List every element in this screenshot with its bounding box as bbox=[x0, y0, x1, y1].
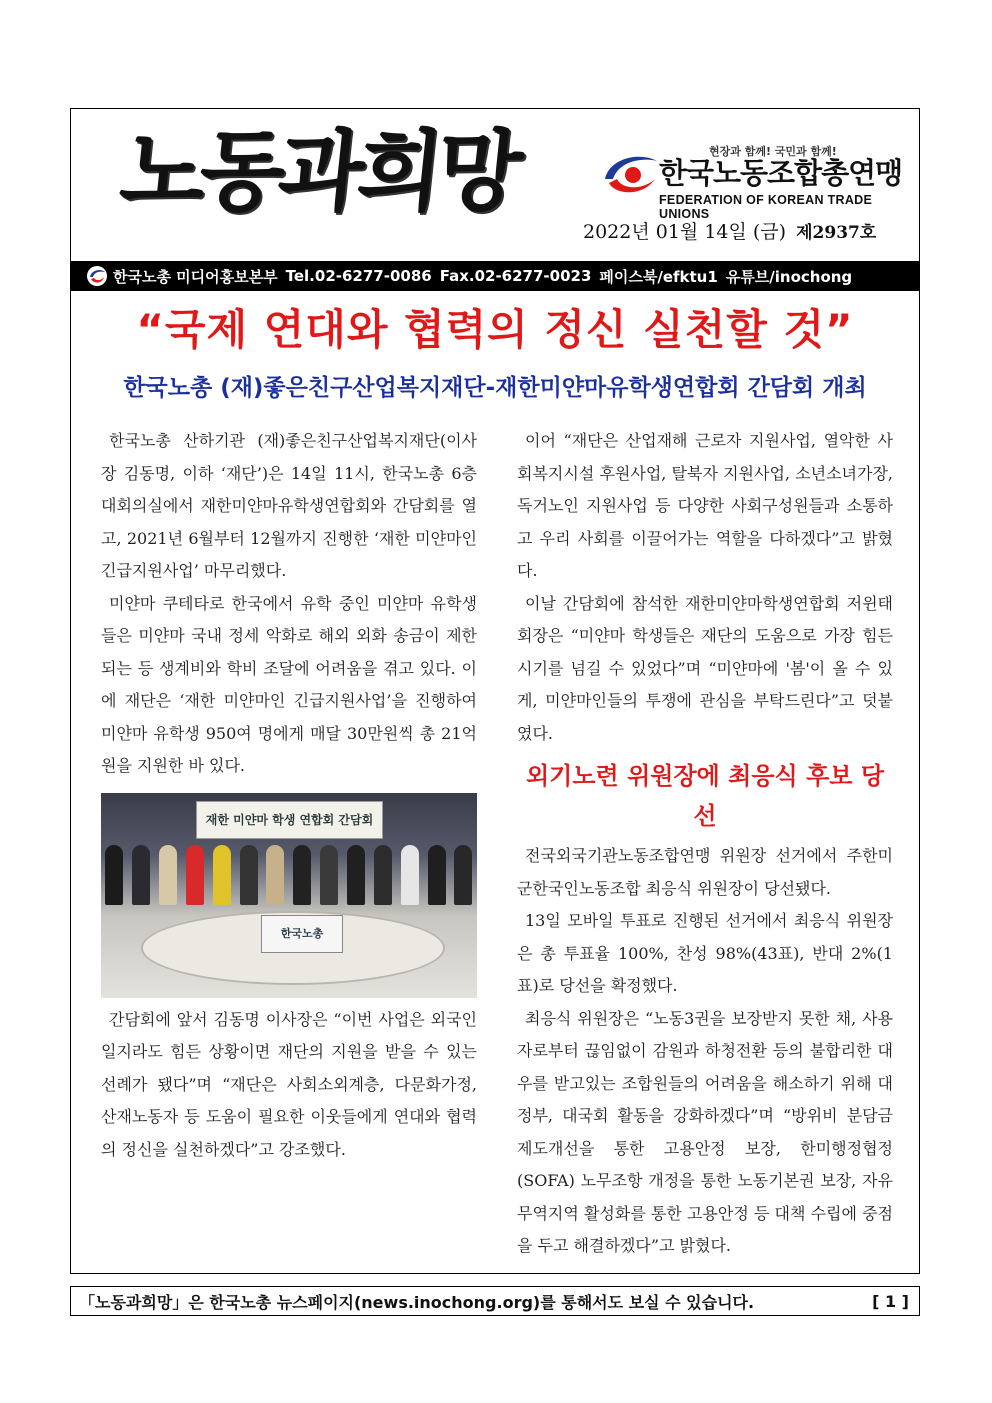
photo-people bbox=[101, 835, 477, 905]
person-figure bbox=[159, 845, 177, 905]
org-name-english: FEDERATION OF KOREAN TRADE UNIONS bbox=[659, 193, 873, 221]
article-paragraph: 미얀마 쿠테타로 한국에서 유학 중인 미얀마 유학생들은 미얀마 국내 정세 악화로 해외 외화 송금이 제한되는 등 생계비와 학비 조달에 어려움을 겪고 있다. 이에 재단은 ‘재한 미얀마인 긴급지원사업’을 진행하여 미얀마 유학생 950여 명에게 매달 30만원씩 총 21억원을 지원한 바 있다. bbox=[101, 593, 477, 775]
footer-note: 「노동과희망」은 한국노총 뉴스페이지(news.inochong.org)를 통해서도 보실 수 있습니다. bbox=[79, 1292, 755, 1312]
article-paragraph: 한국노총 산하기관 (재)좋은친구산업복지재단(이사장 김동명, 이하 ‘재단’)은 14일 11시, 한국노총 6층 대회의실에서 재한미얀마유학생연합회와 간담회를 열고, 2021년 6월부터 12월까지 진행한 ‘재한 미얀마인 긴급지원사업’ 마무리했다. bbox=[101, 431, 477, 580]
meeting-photo bbox=[101, 793, 477, 998]
person-figure bbox=[132, 845, 150, 905]
person-figure bbox=[240, 845, 258, 905]
fax: Fax.02-6277-0023 bbox=[439, 267, 592, 285]
masthead bbox=[71, 109, 921, 259]
facebook-link[interactable]: 페이스북/efktu1 bbox=[599, 267, 718, 286]
page-number: [ 1 ] bbox=[872, 1291, 909, 1311]
person-figure bbox=[428, 845, 446, 905]
article-paragraph: 13일 모바일 투표로 진행된 선거에서 최응식 위원장은 총 투표율 100%, 찬성 98%(43표), 반대 2%(1표)로 당선을 확정했다. bbox=[517, 911, 893, 995]
person-figure bbox=[454, 845, 472, 905]
article-paragraph: 최응식 위원장은 “노동3권을 보장받지 못한 채, 사용자로부터 끊임없이 감원과 하청전환 등의 불합리한 대우를 받고있는 조합원들의 어려움을 해소하기 위해 대정부, 대국회 활동을 강화하겠다”며 “방위비 분담금 제도개선을 통한 고용안정 보장, 한미행정협정(SOFA) 노무조항 개정을 통한 노동기본권 보장, 자유무역지역 활성화를 통한 고용안정 등 대책 수립에 중점을 두고 해결하겠다”고 밝혔다. bbox=[517, 1008, 893, 1255]
person-figure bbox=[374, 845, 392, 905]
issue-dateline bbox=[583, 217, 876, 244]
person-figure bbox=[401, 845, 419, 905]
fktu-logo-icon bbox=[599, 149, 661, 199]
slogan: 현장과 함께! 국민과 함께! bbox=[709, 145, 837, 158]
person-figure bbox=[266, 845, 284, 905]
issue-number: 제2937호 bbox=[796, 223, 877, 243]
person-figure bbox=[105, 845, 123, 905]
person-figure bbox=[347, 845, 365, 905]
newsletter-page bbox=[70, 108, 920, 1274]
person-figure bbox=[293, 845, 311, 905]
article-paragraph: 간담회에 앞서 김동명 이사장은 “이번 사업은 외국인일지라도 힘든 상황이면 재단의 지원을 받을 수 있는 선례가 됐다”며 “재단은 사회소외계층, 다문화가정, 산재노동자 등 도움이 필요한 이웃들에게 연대와 협력의 정신을 실천하겠다”고 강조했다. bbox=[101, 1009, 477, 1159]
issue-date: 2022년 01월 14일 (금) bbox=[583, 221, 787, 243]
photo-screen: 한국노총 bbox=[261, 915, 343, 953]
person-figure bbox=[320, 845, 338, 905]
main-headline: “국제 연대와 협력의 정신 실천할 것” bbox=[136, 305, 854, 354]
second-article-title: 외기노련 위원장에 최응식 후보 당선 bbox=[526, 762, 884, 830]
footer-bar bbox=[70, 1286, 920, 1316]
article-paragraph: 전국외국기관노동조합연맹 위원장 선거에서 주한미군한국인노동조합 최응식 위원장이 당선됐다. bbox=[517, 846, 893, 898]
department-label: 한국노총 미디어홍보본부 bbox=[113, 267, 278, 286]
contact-bar bbox=[71, 261, 919, 291]
article-paragraph: 이어 “재단은 산업재해 근로자 지원사업, 열악한 사회복지시설 후원사업, 탈북자 지원사업, 소년소녀가장, 독거노인 지원사업 등 다양한 사회구성원들과 소통하고 우리 사회를 이끌어가는 역할을 다하겠다”고 밝혔다. bbox=[517, 431, 893, 580]
newsletter-title: 노동과희망 bbox=[115, 119, 522, 223]
article-column-left bbox=[101, 425, 477, 1166]
org-name-korean: 한국노동조합총연맹 bbox=[659, 156, 903, 190]
fktu-mini-logo-icon bbox=[87, 266, 107, 286]
telephone: Tel.02-6277-0086 bbox=[285, 267, 432, 285]
main-subheadline: 한국노총 (재)좋은친구산업복지재단-재한미얀마유학생연합회 간담회 개최 bbox=[123, 375, 867, 401]
article-paragraph: 이날 간담회에 참석한 재한미얀마학생연합회 저윈태 회장은 “미얀마 학생들은 재단의 도움으로 가장 힘든 시기를 넘길 수 있었다”며 “미얀마에 '봄'이 올 수 있게, 미얀마인들의 투쟁에 관심을 부탁드린다”고 덧붙였다. bbox=[517, 593, 893, 743]
photo-banner: 재한 미얀마 학생 연합회 간담회 bbox=[196, 801, 383, 839]
youtube-link[interactable]: 유튜브/inochong bbox=[725, 267, 853, 286]
person-figure bbox=[213, 845, 231, 905]
article-column-right bbox=[517, 425, 893, 1263]
person-figure bbox=[186, 845, 204, 905]
